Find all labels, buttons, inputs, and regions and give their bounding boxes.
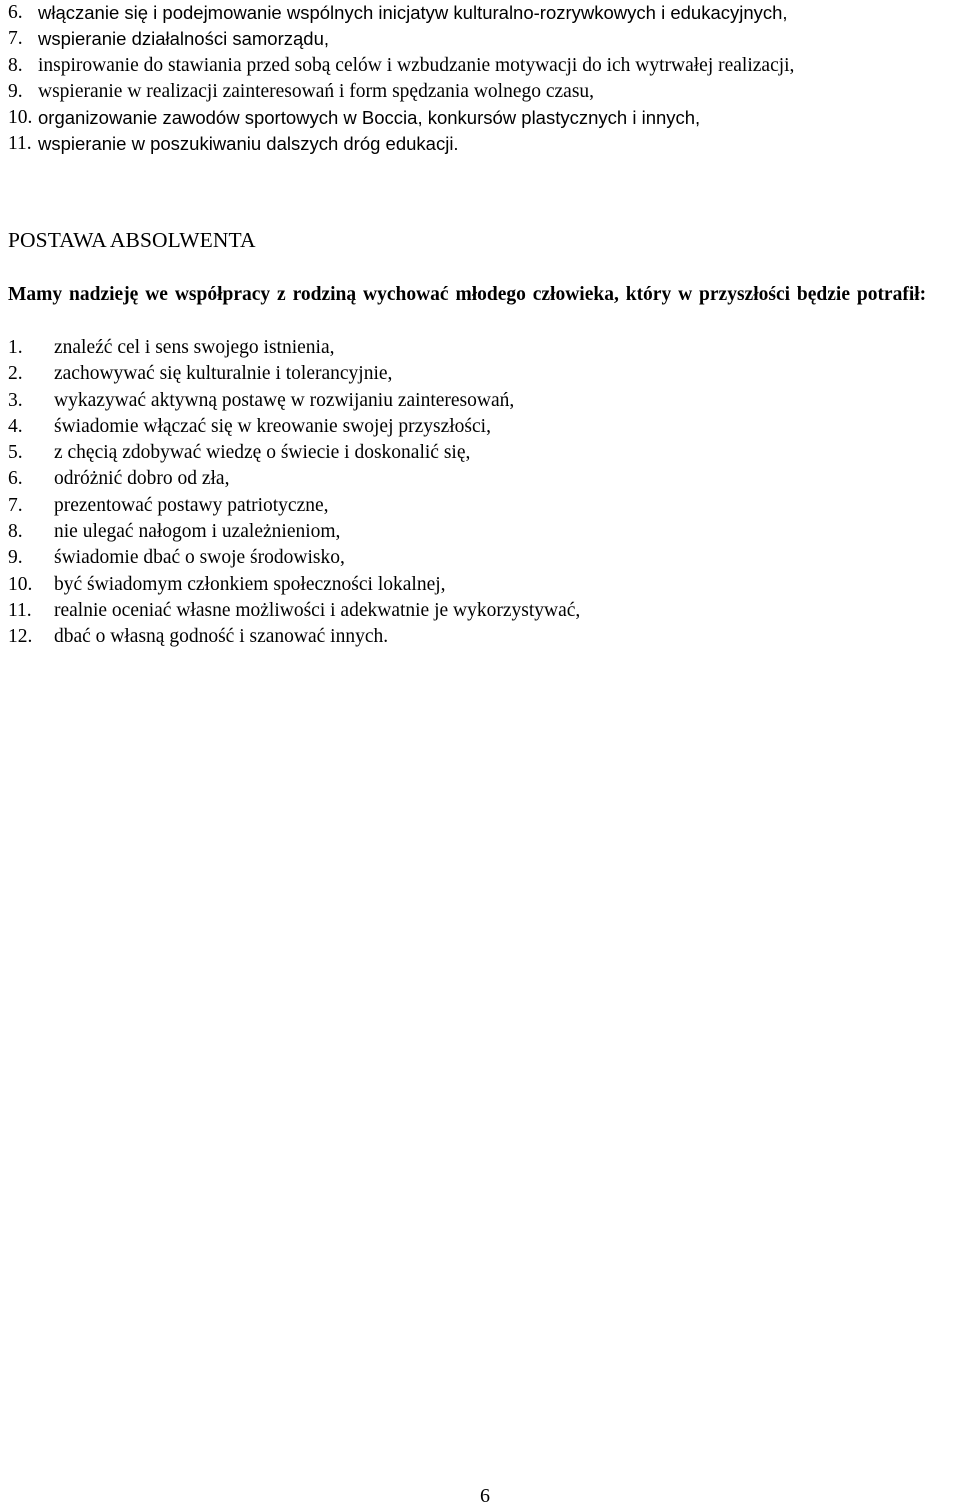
- list-item: [8, 414, 956, 440]
- item-text: realnie oceniać własne możliwości i adekwatnie je wykorzystywać,: [54, 599, 581, 621]
- item-number: 1.: [8, 337, 23, 358]
- list-item: [8, 79, 956, 105]
- item-number: 3.: [8, 389, 23, 411]
- activities-list: [8, 0, 956, 158]
- list-item: [8, 0, 956, 26]
- item-text: wspieranie w realizacji zainteresowań i form spędzania wolnego czasu,: [38, 80, 595, 102]
- item-number: 10.: [8, 573, 33, 595]
- item-text: dbać o własną godność i szanować innych.: [54, 626, 389, 648]
- item-text: znaleźć cel i sens swojego istnienia,: [54, 337, 335, 358]
- list-item: [8, 131, 956, 157]
- list-item: [8, 572, 956, 598]
- list-item: [8, 26, 956, 52]
- item-number: 6.: [8, 468, 23, 490]
- item-text: włączanie się i podejmowanie wspólnych inicjatyw kulturalno-rozrywkowych i edukacyjnych,: [38, 2, 788, 23]
- list-item: [8, 53, 956, 79]
- item-text: prezentować postawy patriotyczne,: [54, 494, 329, 516]
- item-text: zachowywać się kulturalnie i tolerancyjnie,: [54, 363, 393, 385]
- item-number: 11.: [8, 599, 32, 621]
- item-number: 8.: [8, 54, 23, 76]
- item-number: 7.: [8, 28, 23, 50]
- list-item: [8, 519, 956, 545]
- list-item: [8, 335, 956, 361]
- item-number: 11.: [8, 133, 32, 155]
- item-text: wykazywać aktywną postawę w rozwijaniu zainteresowań,: [54, 389, 515, 411]
- item-text: inspirowanie do stawiania przed sobą celów i wzbudzanie motywacji do ich wytrwałej realizacji,: [38, 54, 795, 76]
- list-item: [8, 624, 956, 650]
- intro-paragraph: Mamy nadzieję we współpracy z rodziną wychować młodego człowieka, który w przyszłości będzie potrafił:: [8, 284, 927, 305]
- list-item: [8, 493, 956, 519]
- section-title: POSTAWA ABSOLWENTA: [8, 228, 256, 252]
- item-number: 10.: [8, 107, 33, 129]
- item-number: 6.: [8, 2, 23, 23]
- item-text: wspieranie działalności samorządu,: [38, 28, 330, 50]
- graduate-skills-list: [8, 335, 956, 651]
- list-item: [8, 440, 956, 466]
- item-number: 5.: [8, 442, 23, 464]
- item-number: 4.: [8, 415, 23, 437]
- item-text: świadomie dbać o swoje środowisko,: [54, 547, 345, 569]
- item-text: świadomie włączać się w kreowanie swojej przyszłości,: [54, 415, 491, 437]
- page-number: 6: [480, 1485, 490, 1507]
- item-text: z chęcią zdobywać wiedzę o świecie i doskonalić się,: [54, 442, 471, 464]
- item-number: 7.: [8, 494, 23, 516]
- item-number: 9.: [8, 80, 23, 102]
- item-number: 8.: [8, 521, 23, 543]
- item-number: 9.: [8, 547, 23, 569]
- item-text: odróżnić dobro od zła,: [54, 468, 230, 490]
- item-number: 12.: [8, 626, 33, 648]
- item-number: 2.: [8, 363, 23, 385]
- item-text: organizowanie zawodów sportowych w Boccia, konkursów plastycznych i innych,: [38, 107, 701, 129]
- list-item: [8, 466, 956, 492]
- item-text: wspieranie w poszukiwaniu dalszych dróg edukacji.: [38, 133, 459, 155]
- list-item: [8, 545, 956, 571]
- list-item: [8, 388, 956, 414]
- list-item: [8, 598, 956, 624]
- list-item: [8, 361, 956, 387]
- item-text: być świadomym członkiem społeczności lokalnej,: [54, 573, 446, 595]
- item-text: nie ulegać nałogom i uzależnieniom,: [54, 521, 341, 543]
- list-item: [8, 105, 956, 131]
